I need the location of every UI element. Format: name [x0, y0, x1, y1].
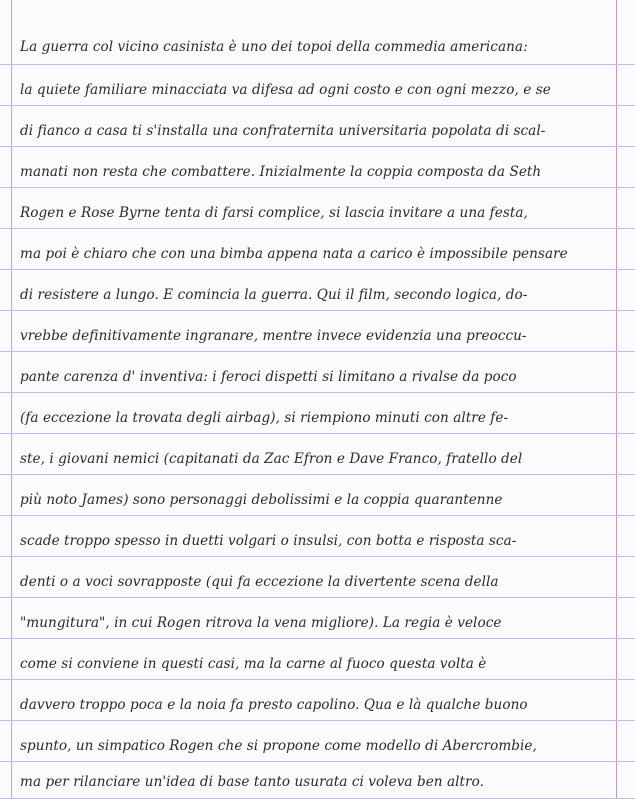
ruled-line [0, 310, 635, 311]
ruled-line [0, 556, 635, 557]
handwritten-line: ste, i giovani nemici (capitanati da Zac Efron e Dave Franco, fratello del [20, 451, 523, 467]
ruled-line [0, 105, 635, 106]
ruled-line [0, 515, 635, 516]
ruled-line [0, 433, 635, 434]
handwritten-line: pante carenza d' inventiva: i feroci dispetti si limitano a rivalse da poco [20, 369, 517, 385]
handwritten-line: più noto James) sono personaggi debolissimi e la coppia quarantenne [20, 492, 503, 508]
ruled-line [0, 597, 635, 598]
handwritten-line: Rogen e Rose Byrne tenta di farsi complice, si lascia invitare a una festa, [20, 205, 528, 221]
handwritten-line: scade troppo spesso in duetti volgari o insulsi, con botta e risposta sca- [20, 533, 517, 549]
ruled-line [0, 474, 635, 475]
ruled-line [0, 761, 635, 762]
ruled-line [0, 146, 635, 147]
handwritten-line: "mungitura", in cui Rogen ritrova la vena migliore). La regia è veloce [20, 615, 502, 631]
ruled-line [0, 720, 635, 721]
ruled-line [0, 187, 635, 188]
ruled-line [0, 228, 635, 229]
handwritten-line: spunto, un simpatico Rogen che si propone come modello di Abercrombie, [20, 738, 537, 754]
handwritten-line: come si conviene in questi casi, ma la carne al fuoco questa volta è [20, 656, 487, 672]
handwritten-line: vrebbe definitivamente ingranare, mentre invece evidenzia una preoccu- [20, 328, 527, 344]
ruled-line [0, 638, 635, 639]
handwritten-line: La guerra col vicino casinista è uno dei topoi della commedia americana: [20, 39, 528, 55]
handwritten-line: ma per rilanciare un'idea di base tanto usurata ci voleva ben altro. [20, 774, 484, 790]
ruled-line [0, 392, 635, 393]
handwritten-line: denti o a voci sovrapposte (qui fa eccezione la divertente scena della [20, 574, 499, 590]
handwritten-line: di resistere a lungo. E comincia la guerra. Qui il film, secondo logica, do- [20, 287, 528, 303]
ruled-line [0, 351, 635, 352]
handwritten-line: davvero troppo poca e la noia fa presto capolino. Qua e là qualche buono [20, 697, 528, 713]
handwritten-line: ma poi è chiaro che con una bimba appena nata a carico è impossibile pensare [20, 246, 568, 262]
ruled-line [0, 64, 635, 65]
handwritten-line: di fianco a casa ti s'installa una confraternita universitaria popolata di scal- [20, 123, 546, 139]
handwritten-line: (fa eccezione la trovata degli airbag), si riempiono minuti con altre fe- [20, 410, 509, 426]
handwritten-line: manati non resta che combattere. Inizialmente la coppia composta da Seth [20, 164, 542, 180]
handwritten-line: la quiete familiare minacciata va difesa ad ogni costo e con ogni mezzo, e se [20, 82, 551, 98]
ruled-line [0, 269, 635, 270]
ruled-line [0, 679, 635, 680]
